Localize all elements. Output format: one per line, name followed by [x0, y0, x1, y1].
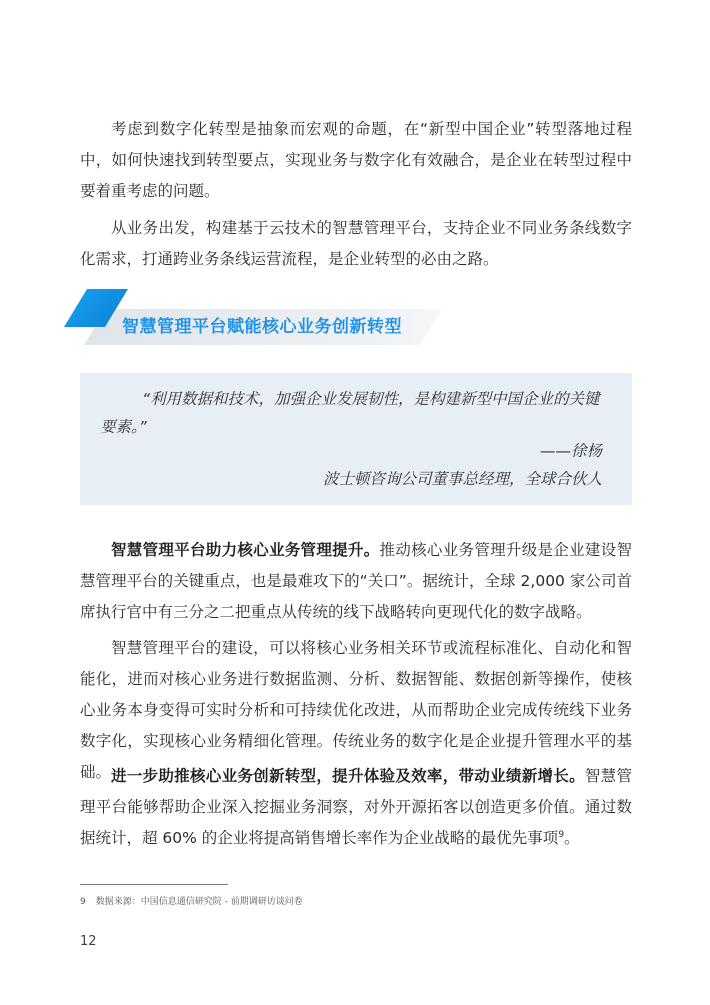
paragraph-innovation: [80, 761, 632, 854]
footnote-divider: [80, 884, 228, 885]
paragraph-business: 从业务出发，构建基于云技术的智慧管理平台，支持企业不同业务条线数字化需求，打通跨业务条线运营流程，是企业转型的必由之路。: [80, 219, 632, 268]
paragraph-platform-construction: 智慧管理平台的建设，可以将核心业务相关环节或流程标准化、自动化和智能化，进而对核心业务进行数据监测、分析、数据智能、数据创新等操作，使核心业务本身变得可实时分析和可持续优化改进，从而帮助企业完成传统线下业务数字化，实现核心业务精细化管理。传统业务的数字化是企业提升管理水平的基础。: [80, 639, 632, 781]
paragraph-body: 推动核心业务管理升级是企业建设智慧管理平台的关键重点，也是最难攻下的“关口”。据统计，全球 2,000 家公司首席执行官中有三分之二把重点从传统的线下战略转向更现代化的数字战略。: [80, 541, 632, 621]
footnote-number: 9: [80, 897, 86, 907]
section-banner: [64, 289, 444, 347]
quote-box: [80, 373, 632, 505]
footnote-text: 数据来源：中国信息通信研究院 - 前期调研访谈问卷: [95, 897, 303, 907]
page-number: 12: [80, 934, 97, 949]
paragraph-lead-bold: 智慧管理平台助力核心业务管理提升。: [111, 541, 380, 559]
paragraph-intro: 考虑到数字化转型是抽象而宏观的命题，在“新型中国企业”转型落地过程中，如何快速找到转型要点，实现业务与数字化有效融合，是企业在转型过程中要着重考虑的问题。: [80, 120, 632, 200]
paragraph-body: 智慧管理平台能够帮助企业深入挖掘业务洞察，对外开源拓客以创造更多价值。通过数据统计，超 60% 的企业将提高销售增长率作为企业战略的最优先事项: [80, 767, 632, 847]
quote-author-title: 波士顿咨询公司董事总经理，全球合伙人: [322, 470, 602, 488]
footnote: [80, 894, 303, 907]
paragraph-core-management: [80, 535, 632, 628]
section-title: 智慧管理平台赋能核心业务创新转型: [122, 317, 402, 337]
paragraph-end: 。: [564, 829, 580, 847]
footnote-reference[interactable]: 9: [558, 829, 565, 840]
paragraph-lead-bold: 进一步助推核心业务创新转型，提升体验及效率，带动业绩新增长。: [111, 767, 585, 785]
quote-author: ——徐杨: [539, 442, 602, 460]
quote-text: “利用数据和技术，加强企业发展韧性，是构建新型中国企业的关键要素。”: [100, 390, 600, 436]
